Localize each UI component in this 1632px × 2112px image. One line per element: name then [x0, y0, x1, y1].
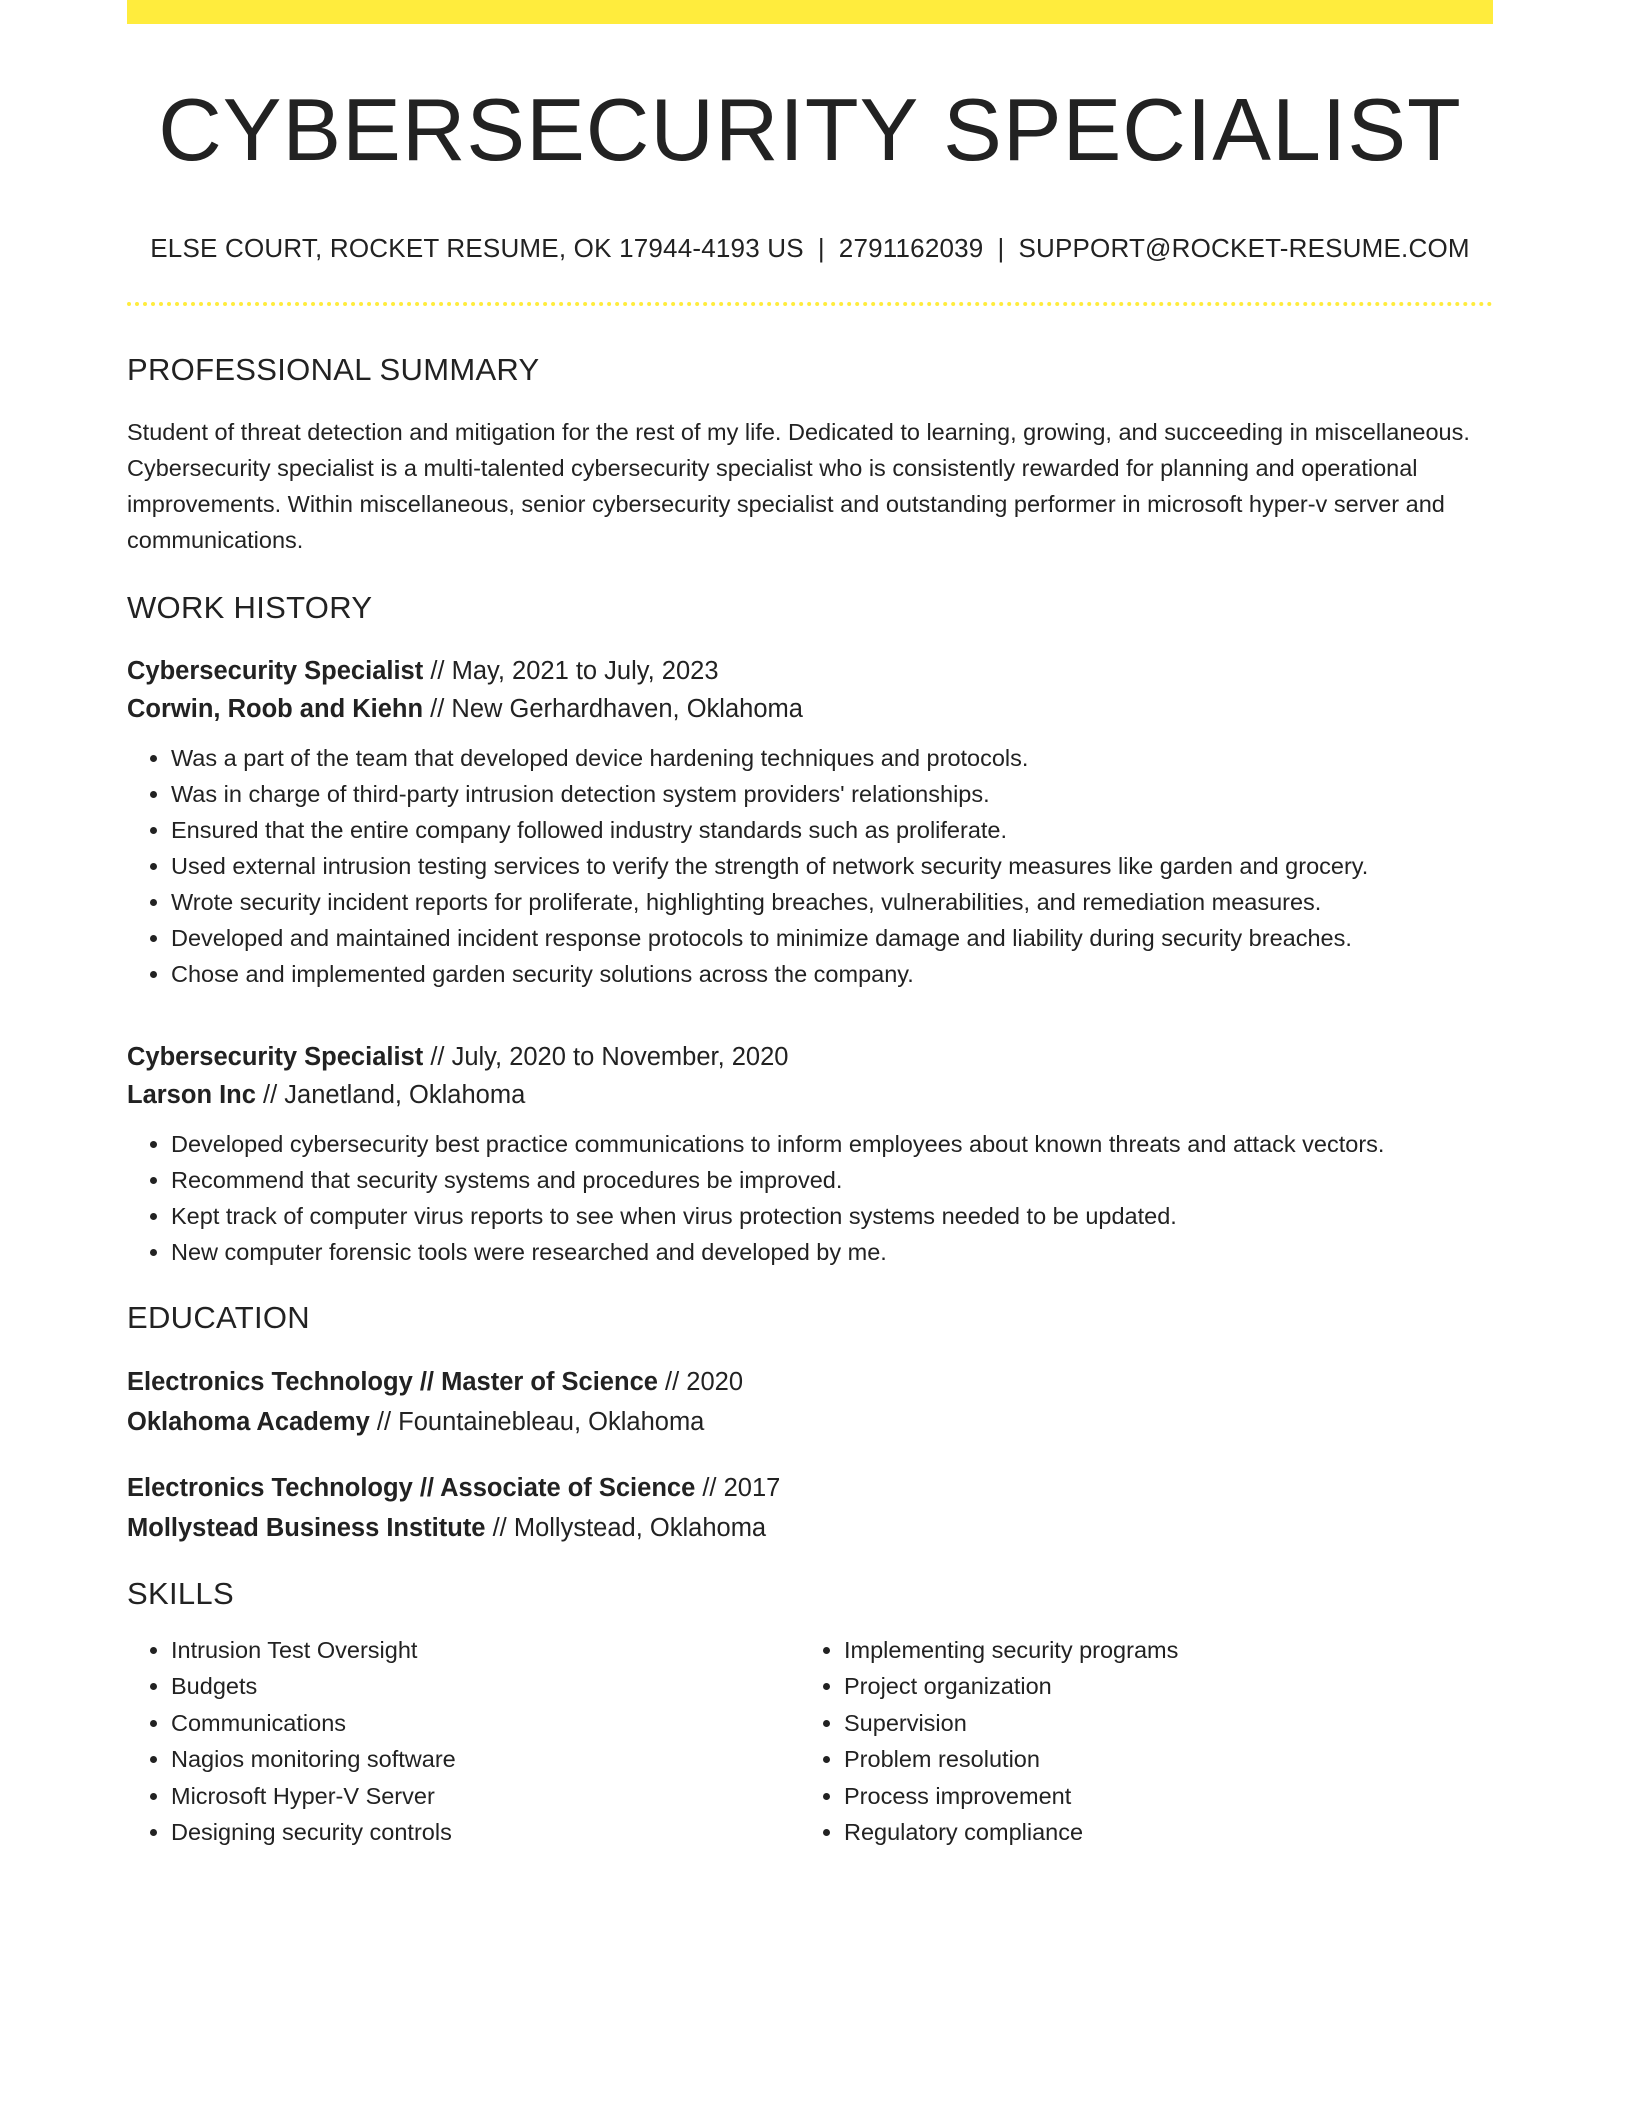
education-degree-line: [127, 1362, 1493, 1402]
education-year: // 2020: [657, 1367, 744, 1396]
education-location: // Mollystead, Oklahoma: [485, 1513, 767, 1542]
skill-item: • Nagios monitoring software: [171, 1741, 800, 1778]
education-degree: Electronics Technology // Associate of Science: [127, 1473, 696, 1502]
education-school: Oklahoma Academy: [127, 1407, 370, 1436]
job-company: Larson Inc: [127, 1080, 256, 1109]
job-bullets: [127, 740, 1493, 992]
education-degree: Electronics Technology // Master of Science: [127, 1367, 658, 1396]
job-bullets: [127, 1126, 1493, 1270]
list-item: • Developed and maintained incident response protocols to minimize damage and liability during security breaches.: [171, 920, 1493, 956]
resume-page: [127, 0, 1493, 1851]
job-title: Cybersecurity Specialist: [127, 1042, 424, 1071]
contact-line: [127, 233, 1493, 264]
skill-item: • Designing security controls: [171, 1814, 800, 1851]
work-history-heading: WORK HISTORY: [127, 589, 373, 625]
skills-list-left: [127, 1632, 800, 1851]
job-entry: [127, 1038, 1493, 1270]
list-item: • Was in charge of third-party intrusion detection system providers' relationships.: [171, 776, 1493, 812]
list-item: • Ensured that the entire company followed industry standards such as proliferate.: [171, 812, 1493, 848]
contact-separator: |: [817, 232, 825, 263]
dotted-divider: [127, 302, 1493, 306]
contact-email: SUPPORT@ROCKET-RESUME.COM: [1018, 232, 1470, 263]
education-location: // Fountainebleau, Oklahoma: [369, 1407, 705, 1436]
contact-address: ELSE COURT, ROCKET RESUME, OK 17944-4193 US: [150, 232, 804, 263]
list-item: • Used external intrusion testing services to verify the strength of network security measures like garden and grocery.: [171, 848, 1493, 884]
summary-text: Student of threat detection and mitigation for the rest of my life. Dedicated to learning, growing, and succeeding in miscellaneous. Cybersecurity specialist is a multi-talented cybersecurity specialist who is consistently rewarded for planning and operational improvements. Within miscellaneous, senior cybersecurity specialist and outstanding performer in microsoft hyper-v server and communications.: [127, 418, 1470, 553]
resume-name: CYBERSECURITY SPECIALIST: [158, 80, 1462, 179]
job-company-line: [127, 1076, 1493, 1114]
list-item: • New computer forensic tools were researched and developed by me.: [171, 1234, 1493, 1270]
skill-item: • Problem resolution: [844, 1741, 1473, 1778]
education-school-line: [127, 1508, 1493, 1548]
skill-item: • Project organization: [844, 1668, 1473, 1705]
contact-phone: 2791162039: [838, 232, 984, 263]
education-entry: [127, 1468, 1493, 1548]
skill-item: • Process improvement: [844, 1778, 1473, 1815]
summary-heading: PROFESSIONAL SUMMARY: [127, 351, 540, 387]
job-company-line: [127, 690, 1493, 728]
contact-separator: |: [997, 232, 1005, 263]
accent-top-bar: [127, 0, 1493, 24]
job-location: // Janetland, Oklahoma: [255, 1080, 526, 1109]
job-company: Corwin, Roob and Kiehn: [127, 694, 424, 723]
list-item: • Kept track of computer virus reports to see when virus protection systems needed to be updated.: [171, 1198, 1493, 1234]
education-entry: [127, 1362, 1493, 1442]
skill-item: • Communications: [171, 1705, 800, 1742]
job-location: // New Gerhardhaven, Oklahoma: [423, 694, 803, 723]
job-title-line: [127, 1038, 1493, 1076]
skill-item: • Budgets: [171, 1668, 800, 1705]
education-degree-line: [127, 1468, 1493, 1508]
skills-list-right: [800, 1632, 1473, 1851]
list-item: • Recommend that security systems and procedures be improved.: [171, 1162, 1493, 1198]
list-item: • Developed cybersecurity best practice communications to inform employees about known threats and attack vectors.: [171, 1126, 1493, 1162]
list-item: • Was a part of the team that developed device hardening techniques and protocols.: [171, 740, 1493, 776]
job-entry: [127, 652, 1493, 992]
skill-item: • Supervision: [844, 1705, 1473, 1742]
education-heading: EDUCATION: [127, 1299, 310, 1335]
skills-columns: [127, 1632, 1493, 1851]
job-title-line: [127, 652, 1493, 690]
education-year: // 2017: [695, 1473, 781, 1502]
job-title: Cybersecurity Specialist: [127, 656, 424, 685]
job-dates: // July, 2020 to November, 2020: [423, 1042, 789, 1071]
education-school-line: [127, 1402, 1493, 1442]
list-item: • Chose and implemented garden security solutions across the company.: [171, 956, 1493, 992]
education-school: Mollystead Business Institute: [127, 1513, 486, 1542]
skill-item: • Microsoft Hyper-V Server: [171, 1778, 800, 1815]
skill-item: • Implementing security programs: [844, 1632, 1473, 1669]
skill-item: • Regulatory compliance: [844, 1814, 1473, 1851]
skill-item: • Intrusion Test Oversight: [171, 1632, 800, 1669]
job-dates: // May, 2021 to July, 2023: [423, 656, 719, 685]
list-item: • Wrote security incident reports for proliferate, highlighting breaches, vulnerabilities, and remediation measures.: [171, 884, 1493, 920]
skills-heading: SKILLS: [127, 1575, 234, 1611]
